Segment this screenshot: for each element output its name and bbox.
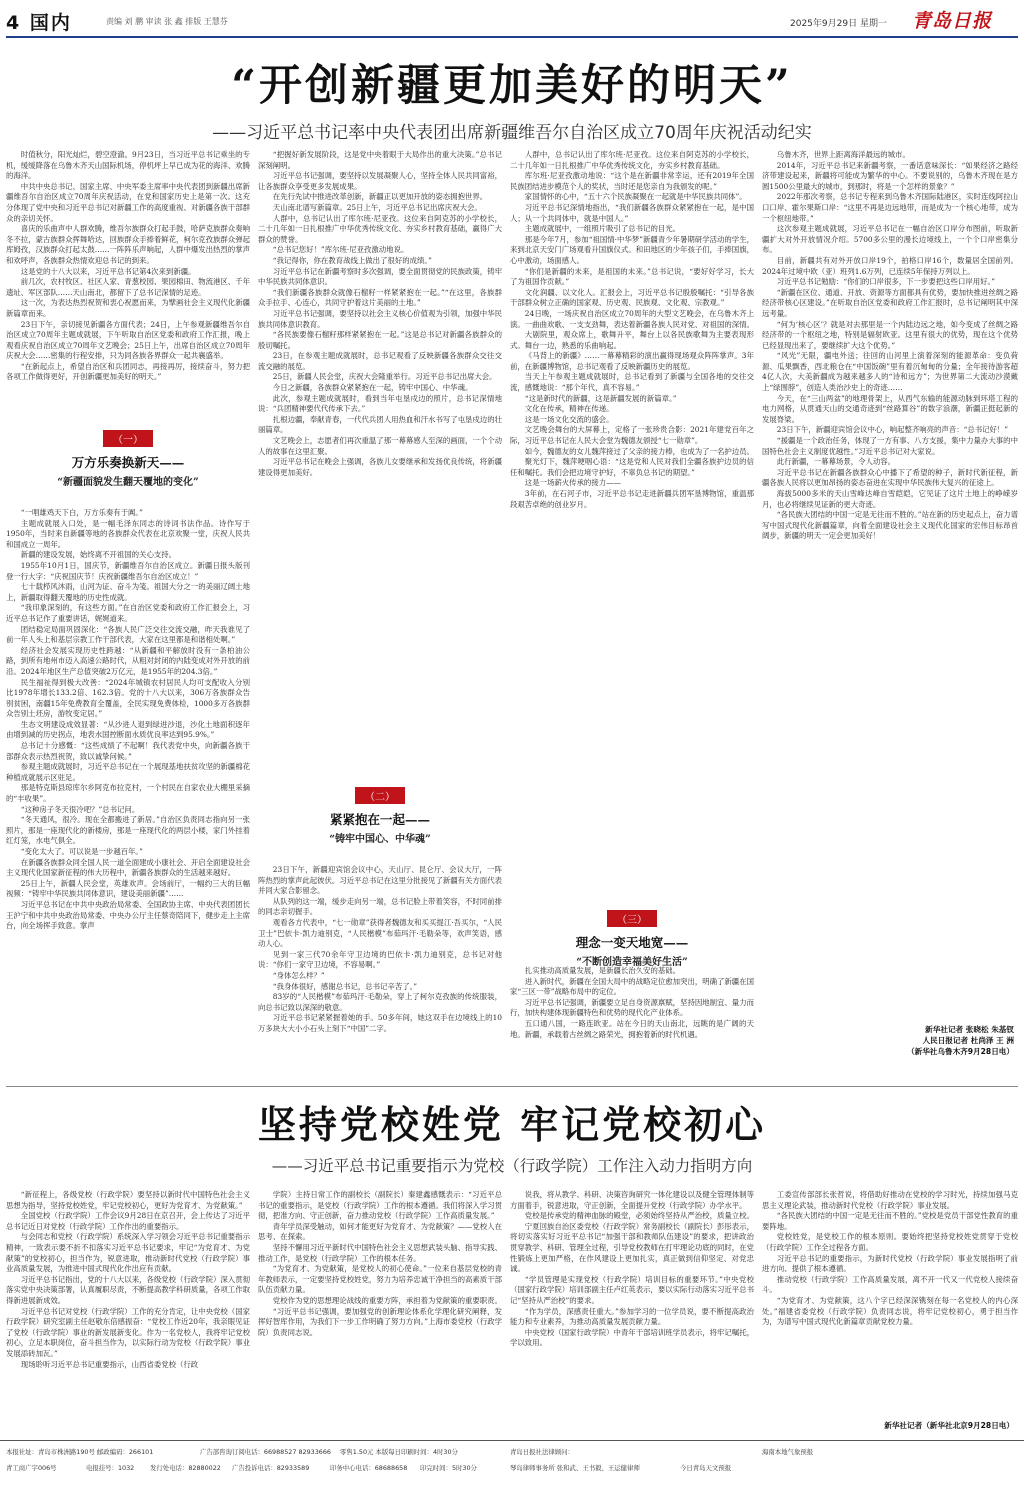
footer-complaint-phone: 广告投诉电话：82933589 [232, 1464, 310, 1472]
paragraph: 这是党的十八大以来，习近平总书记第4次来到新疆。 [20, 266, 196, 276]
paragraph: 习近平总书记在晚会上强调，各族儿女要继承和发扬优良传统，将新疆建设得更加美好。 [258, 457, 502, 477]
paragraph: 习近平总书记在中共中央政治局常委、全国政协主席、中央代表团团长王沪宁和中共中央政治局常委、中央办公厅主任蔡奇陪同下，健步走上主席台，向全场挥手致意。掌声 [6, 899, 250, 931]
article2-col3 [510, 1190, 754, 1434]
paragraph: 习近平总书记的重要指示，为新时代党校（行政学院）事业发展指明了前进方向、提供了根本遵循。 [762, 1253, 1018, 1274]
article2-subtitle: ——习近平总书记重要指示为党校（行政学院）工作注入动力指明方向 [271, 1157, 753, 1175]
section-2-body [258, 865, 502, 1078]
footer-telegraph: 电报挂号：1032 [86, 1464, 135, 1472]
article2-col1 [6, 1190, 250, 1434]
paragraph: 乌鲁木齐，世界上距离海洋最远的城市。 [776, 150, 910, 159]
paragraph: “学员管理是实现党校（行政学院）培训目标的重要环节。”中央党校（国家行政学院）培训部副主任卢红英表示，要以实际行动落实习近平总书记“坚持从严治校”的要求。 [510, 1274, 754, 1305]
paragraph: 那是今年7月，参加“祖国情·中华梦”新疆青少年暑期研学活动的学生，来到北京天安门广场观看升国旗仪式。和田地区的少年孩子们，手捧国旗，心中激动，场面感人。 [510, 234, 754, 265]
paragraph: 党校是传承党的精神血脉的殿堂，必须始终坚持从严治校，质量立校。 [524, 1211, 754, 1221]
footer-print-time: 零售1.50元 本版每日印刷时间：4时30分 [340, 1448, 458, 1456]
paragraph: 生态文明建设成效显著：“从沙进人退到绿进沙退，沙化土地面积逐年由增到减的历史拐点，地表水国控断面水质优良率达到95.9%。” [6, 719, 250, 740]
paragraph: “各民族要像石榴籽那样紧紧抱在一起。”这是总书记对新疆各族群众的殷切嘱托。 [258, 330, 502, 350]
section-3-body [510, 966, 754, 1078]
paragraph: 《马背上的新疆》……一幕幕精彩的演出赢得现场观众阵阵掌声。3年前，在新疆博物馆，总书记观看了反映新疆历史的展览。 [510, 351, 754, 371]
footer-printing-phone: 印务中心电话：68688658 [330, 1464, 408, 1472]
section-subtitle: “新疆面貌发生翻天覆地的变化” [57, 477, 199, 488]
paragraph: 23日下午，新疆迎宾馆会议中心，天山厅、昆仑厅、会议大厅，一阵阵热烈的掌声此起彼伏。习近平总书记在这里分批接见了新疆有关方面代表并同大家合影留念。 [258, 865, 502, 896]
paragraph: 民生福祉得到极大改善：“2024年城镇农村居民人均可支配收入分别比1978年增长133.2倍、162.3倍。党的十八大以来，306万各族群众告别贫困，南疆15年免费教育全覆盖，全民实现免费体检，1000多万各族群众告别土坯房，游牧变定居。” [6, 677, 250, 719]
footer-finish-time: 印完时间：5时30分 [420, 1464, 477, 1472]
paragraph: 习近平总书记对党校（行政学院）工作的充分肯定，让中央党校（国家行政学院）研究室副主任赵敬东倍感振奋：“党校工作近20年，我亲眼见证了党校（行政学院）事业的新发展新变化。作为一名党校人，我将牢记党校初心，立足本职岗位，奋斗担当作为，以实际行动为党校（行政学院）事业发展添砖加瓦。” [6, 1306, 250, 1358]
paragraph: 文化在传承，精神在传递。 [524, 404, 614, 414]
article1-col2 [258, 150, 502, 775]
paragraph: “这是新时代的新疆，这是新疆发展的新篇章。” [524, 393, 677, 403]
section-title: 紧紧抱在一起—— [329, 812, 430, 827]
paragraph: 学院）主持日常工作的副校长（副院长）秦建鑫感慨表示：“习近平总书记的重要指示，是党校（行政学院）工作的根本遵循。我们将深入学习贯彻，把准方向、守正创新，奋力推动党校（行政学院）工作高质量发展。” [258, 1190, 502, 1221]
paragraph: “冬天通风，很冷。现在全都搬进了新居。”自治区负责同志指向另一张照片，那是一座现代化的新楼房，那是一座现代化的两层小楼，家门外挂着红灯笼，水电气俱全。 [6, 815, 250, 846]
paragraph: 这次参观主题成就展，习近平总书记在一幅自治区口岸分布图前，听取新疆扩大对外开放情况介绍。5700多公里的漫长边境线上，一个个口岸密集分布。 [762, 224, 1018, 255]
issue-date: 2025年9月29日 星期一 [790, 19, 887, 29]
article1-subtitle: ——习近平总书记率中央代表团出席新疆维吾尔自治区成立70周年庆祝活动纪实 [212, 123, 812, 143]
paragraph: 扎实推动高质量发展，是新疆长治久安的基础。 [524, 966, 681, 975]
paragraph: 人群中，总书记认出了库尔班·尼亚孜。这位来自阿克苏的小学校长，二十几年如一日扎根推广中华优秀传统文化，夯实乡村教育基础。 [510, 150, 754, 170]
paragraph: 推动党校（行政学院）工作高质量发展，离不开一代又一代党校人接续奋斗。 [762, 1274, 1018, 1295]
article2-byline: 新华社记者（新华社北京9月28日电） [884, 1421, 1014, 1430]
paragraph: 习近平总书记强调，要坚持以发展凝聚人心，坚持全体人民共同富裕，让各族群众享受更多发展成果。 [258, 171, 502, 191]
paragraph: “我印象深刻的，有这些方面。”在自治区党委和政府工作汇报会上，习近平总书记作了重要讲话，娓娓道来。 [6, 603, 250, 623]
paragraph: 团结稳定局面巩固深化：“各族人民广泛交往交流交融，昨天我谁见了前一年人头上和基层宗教工作干部代表，大家在这里都是和谐相处啊。” [6, 624, 250, 645]
paragraph: “新疆在区位、通道、开放、资源等方面都具有优势，要加快推进丝绸之路经济带核心区建设。”在听取自治区党委和政府工作汇报时，总书记阐明其中深远考量。 [762, 287, 1018, 318]
section-title: 万方乐奏换新天—— [71, 455, 185, 470]
paragraph: “我记得你，你在教育战线上做出了很好的成绩。” [272, 255, 432, 265]
paragraph: 进入新时代，新疆在全国大局中的战略定位愈加突出，明确了新疆在国家“三区一带”战略布局中的定位。 [510, 976, 754, 997]
footer-license: 青工商广字006号 [6, 1464, 57, 1472]
paragraph: 党校作为党的思想理论战线的重要方阵，承担着为党献策的重要职责。 [272, 1295, 502, 1305]
paragraph: “总书记您好！”库尔班·尼亚孜激动地说。 [272, 245, 409, 255]
section-title: 理念一变天地宽—— [575, 935, 689, 950]
article1-title: “开创新疆更加美好的明天” [231, 61, 793, 111]
paragraph: “在新起点上，希望自治区和兵团同志，再接再厉，接续奋斗，努力把各项工作做得更好，开创新疆更加美好的明天。” [6, 361, 250, 382]
paragraph: 宁夏回族自治区委党校（行政学院）常务副校长（副院长）彭彤表示，将切实落实好习近平总书记“加强干部和教师队伍建设”的要求，把讲政治贯穿教学、科研、管理全过程，引导党校教师在打牢理论功底的同时，在党性锻炼上更加严格，在作风建设上更加扎实，真正做到信仰坚定、对党忠诚。 [510, 1221, 754, 1274]
paragraph: 习近平总书记强调，新疆要立足自身资源禀赋，坚持因地制宜、量力而行，加快构建体现新疆特色和优势的现代化产业体系。 [510, 997, 754, 1018]
article-divider [6, 1086, 1018, 1087]
paragraph: 今天，在“三山两盆”的地理骨架上，从西气东输的能源动脉到环塔工程的电力网格，从贯通天山的交通奇迹到“丝路算谷”的数字浪潮，新疆正挺起新的发展脊梁。 [762, 393, 1018, 424]
paragraph: 大剧院里，观众席上，歌舞升平，舞台上以各民族歌舞为主要表现形式。舞台一边，熟悉的乐曲响起。 [510, 330, 754, 350]
footer-astronomy: 今日青岛天文预报 [680, 1464, 732, 1472]
paragraph: 库尔班·尼亚孜激动地说：“这个是在新疆非常幸运，还有2019年全国民族团结进步模范个人的奖状，当时还是您亲自为我颁发的呢。” [510, 171, 754, 191]
paragraph: “我们新疆各族群众就像石榴籽一样紧紧抱在一起。”“在这里，各族群众手拉手、心连心，共同守护着这片美丽的土地。” [258, 287, 502, 308]
article1-col4 [762, 150, 1018, 1018]
paragraph: 观看各方代表中，“七一勋章”获得者魏德友和买买提江·吾买尔，“人民卫士”巴依卡·凯力迪别克，“人民楷模”布茹玛汗·毛勒朵等，欢声笑语，感动人心。 [258, 917, 502, 949]
paragraph: “为党育才、为党献策，是党校人的初心使命。”一位来自基层党校的青年教师表示，一定要坚持党校姓党，努力为培养忠诚干净担当的高素质干部队伍贡献力量。 [258, 1264, 502, 1295]
paragraph: 习近平总书记勉励：“你们的口岸很多，下一步要把这些口岸用好。” [776, 277, 995, 287]
paragraph: 此次，参观主题成就展时，看到当年屯垦戍边的照片，总书记深情地说：“兵团精神要代代传承下去。” [258, 393, 502, 414]
paragraph: 经济社会发展实现历史性跨越：“从新疆和平解放时没有一条柏油公路，到所有地州市迈入高速公路时代，从粗对封闭的内陆变成对外开放的前沿。2024年地区生产总值突破2万亿元，是1955年的204.3倍。” [6, 645, 250, 676]
section-1-body [6, 508, 250, 1078]
paragraph: “身体怎么样？” [272, 970, 325, 980]
footer-law-firm: 琴岛律师事务所 张和武、王书毅、王运健律师 [510, 1464, 640, 1472]
footer-legal-counsel: 青岛日报社法律顾问： [510, 1448, 574, 1456]
paragraph: 新疆的建设发展，始终离不开祖国的关心支持。 [20, 550, 177, 560]
article1-intro [6, 150, 250, 420]
footer-distribution-phone: 发行处电话：82880022 [150, 1464, 221, 1472]
paragraph: 习近平总书记在新疆各族群众心中播下了希望的种子，新时代新征程，新疆各族人民将以更加昂扬的姿态奋进在实现中华民族伟大复兴的征途上。 [762, 467, 1018, 488]
paragraph: “各民族大团结的中国一定是无往而不胜的。”站在新的历史起点上，奋力谱写中国式现代化新疆篇章，向着全面建设社会主义现代化国家的宏伟目标昂首阔步，新疆的明天一定会更加美好！ [762, 510, 1018, 541]
section-1-heading [6, 428, 250, 488]
paragraph: “这种房子冬天很冷吧？”总书记问。 [20, 804, 140, 814]
paragraph: 文艺晚会上，志愿者们再次重温了那一幕幕感人至深的画面，一个个动人的故事在这里汇聚。 [258, 436, 502, 456]
section-3-heading [510, 908, 754, 968]
paragraph: 海拔5000多米的天山雪峰达峰自雪皑皑，它见证了这片土地上的峥嵘岁月，也必将继续见证新的更大奇迹。 [762, 489, 1018, 509]
paragraph: 3年前，在石河子市，习近平总书记走进新疆兵团军垦博物馆，重温那段艰苦卓绝的创业岁月。 [510, 489, 754, 509]
paragraph: 在先行先试中推进改革创新，新疆正以更加开放的姿态拥抱世界。 [272, 192, 488, 202]
paragraph: 23日下午，新疆迎宾馆会议中心，响起整齐响亮的声音：“总书记好！” [776, 425, 1009, 435]
paragraph: 主题成就展中，一组照片吸引了总书记的目光。 [524, 224, 681, 234]
paragraph: 七十载栉风沐雨，山河为证、奋斗为笺。祖国大分之一的美丽辽阔土地上，新疆取得翻天覆地的历史性成就。 [6, 582, 250, 602]
paragraph: 全国党校（行政学院）工作会议9月28日在京召开，会上传达了习近平总书记近日对党校（行政学院）工作作出的重要指示。 [6, 1211, 250, 1231]
paragraph: 25日上午，新疆人民会堂，英雄欢声。会场前厅，一幅约三大的巨幅视频：“铸牢中华民族共同体意识，建设美丽新疆”…… [6, 878, 250, 899]
paragraph: 五口通八国，一路连欧亚。站在今日的天山南北，远眺的是广阔的天地。新疆，承载着古丝绸之路荣光，拥抱着新的时代机遇。 [510, 1018, 754, 1039]
paragraph: 中央党校（国家行政学院）中青年干部培训班学员表示，将牢记嘱托，学以致用。 [510, 1327, 754, 1348]
byline-line: （新华社乌鲁木齐9月28日电） [907, 1047, 1014, 1056]
paragraph: 目前，新疆共有对外开放口岸19个，拍格口岸16个，数量居全国前列。2024年过境中欧（亚）班列1.6万列，已连续5年保持万列以上。 [762, 255, 1018, 276]
article1-col3 [510, 150, 754, 902]
paragraph: 如今，魏德友的女儿魏萍接过了父亲的接力棒，也成为了一名护边员。 [524, 446, 754, 456]
paragraph: 总书记十分感慨：“这些成绩了不起啊！我代表党中央，向新疆各族干部群众表示热烈祝贺，致以诚挚问候。” [6, 741, 250, 761]
paragraph: “援疆是一个政治任务，体现了一方有事、八方支援，集中力量办大事的中国特色社会主义制度优越性。”习近平总书记对大家说。 [762, 436, 1018, 456]
paragraph: 工委宣传部部长张哲说，将借助好推动在党校的学习时光，持续加强马克思主义理论武装，推动新时代党校（行政学院）事业发展。 [762, 1190, 1018, 1210]
editor-credits: 责编 刘 鹏 审读 张 鑫 排版 王慧芬 [106, 17, 228, 26]
newspaper-logo: 青岛日报 [912, 10, 993, 32]
paragraph: 23日下午，亲切接见新疆各方面代表；24日，上午参观新疆维吾尔自治区成立70周年主题成就展，下午听取自治区党委和政府工作汇报，晚上观看庆祝自治区成立70周年文艺晚会；25日上午，出席自治区成立70周年庆祝大会……密集的行程安排，只为同各族各界群众一起共襄盛举。 [6, 319, 250, 361]
paragraph: 23日，在参观主题成就展时，总书记观看了反映新疆各族群众交往交流交融的展览。 [258, 351, 502, 371]
paragraph: 这是一场文化交流的盛会。 [524, 414, 614, 424]
paragraph: 聚光灯下，魏萍哽咽心语：“这是党和人民对我们全疆各族护边员的信任和嘱托。我们会把边境守护好，不辜负总书记的期望。” [510, 457, 754, 477]
paragraph: “我身体很好，感谢总书记，总书记辛苦了。” [272, 981, 418, 991]
paragraph: 25日，新疆人民会堂，庆祝大会隆重举行。习近平总书记出席大会。 [272, 372, 497, 382]
paragraph: 这一次，为表达热烈祝贺和衷心祝愿而来，为擘画社会主义现代化新疆新篇章而来。 [6, 298, 250, 318]
paragraph: 今日之新疆，各族群众紧紧抱在一起，铸牢中国心、中华魂。 [272, 383, 473, 393]
paragraph: 在新疆各族群众同全国人民一道全面建成小康社会、开启全面建设社会主义现代化国家新征程的伟大历程中，新疆各族群众的生活越来越好。 [6, 857, 250, 878]
byline-line: 新华社记者 张晓松 朱基钗 [925, 1025, 1014, 1034]
paragraph: “新征程上，各级党校（行政学院）要坚持以新时代中国特色社会主义思想为指导，坚持党校姓党，牢记党校初心，更好为党育才、为党献策。” [6, 1190, 250, 1210]
footer-weather: 海南本地气象预报 [762, 1448, 814, 1456]
page-number: 4 国内 [6, 12, 72, 34]
footer-ad-phone: 广告部咨询订阅电话：66988527 82933666 [200, 1448, 331, 1456]
paragraph: 人群中，总书记认出了库尔班·尼亚孜。这位来自阿克苏的小学校长，二十几年如一日扎根推广中华优秀传统文化、夯实乡村教育基础，赢得广大群众的赞誉。 [258, 213, 502, 244]
section-number: （三） [607, 910, 657, 927]
paragraph: 2014年，习近平总书记来新疆考察，一番话意味深长：“如果经济之路经济带建设起来，新疆将可能成为繁华的中心。不要说别的，乌鲁木齐现在是方圆1500公里最大的城市，到那时，将是一个怎样的景象？” [762, 160, 1018, 191]
paragraph: 文艺晚会舞台的大屏幕上，定格了一张珍贵合影：2021年建党百年之际，习近平总书记在人民大会堂为魏德友颁授“七一勋章”。 [510, 425, 754, 446]
paragraph: 青年学员深受触动，如何才能更好为党育才、为党献策？——党校人在思考、在探索。 [258, 1221, 502, 1242]
section-2-heading [258, 785, 502, 845]
page-footer [0, 1440, 1024, 1486]
page-header [0, 0, 1024, 40]
article2-col4 [762, 1190, 1018, 1416]
paragraph: 前几次，农村牧区、社区人家、青葱校园、果园棉田、物流港区、千年遗址、军区部队……天山南北，都留下了总书记深情的足迹。 [6, 277, 250, 297]
paragraph: 习近平总书记在新疆考察时多次强调，要全面贯彻党的民族政策，铸牢中华民族共同体意识。 [258, 266, 502, 287]
paragraph: 中共中央总书记、国家主席、中央军委主席率中央代表团到新疆出席新疆维吾尔自治区成立70周年庆祝活动，在党和国家历史上是第一次。这充分体现了党中央和习近平总书记对新疆工作的高度重视、对新疆各族干部群众的亲切关怀。 [6, 181, 250, 223]
paragraph: 习近平总书记强调，要坚持以社会主义核心价值观为引领，加强中华民族共同体意识教育。 [258, 308, 502, 329]
paragraph: 24日晚，一场庆祝自治区成立70周年的大型文艺晚会，在乌鲁木齐上演。一曲曲欢歌、一支支劲舞，表达着新疆各族人民对党、对祖国的深情。 [510, 308, 754, 329]
article2-col2 [258, 1190, 502, 1434]
paragraph: 时值秋分，阳光灿烂，碧空澄澈。9月23日，当习近平总书记乘坐的专机，缓缓降落在乌鲁木齐天山国际机场，停机坪上早已成为花的海洋、欢腾的海洋。 [6, 150, 250, 181]
paragraph: “一唱雄鸡天下白，万方乐奏有于阗。” [20, 508, 143, 517]
paragraph: 家国情怀的心中，“五十六个民族凝聚在一起就是中华民族共同体”。 [524, 192, 747, 202]
paragraph: 从队列的这一端，缓步走向另一端，总书记脸上带着笑容，不时同前排的同志亲切握手。 [258, 896, 502, 917]
paragraph: “把握好新发展阶段，这是党中央着眼于大局作出的重大决策。”总书记深刻阐明。 [258, 150, 502, 170]
paragraph: “变化太大了。可以说是一步越百年。” [20, 847, 143, 856]
paragraph: 文化润疆、以文化人。汇报会上，习近平总书记殷殷嘱托：“引导各族干部群众树立正确的国家观、历史观、民族观、文化观、宗教观。” [510, 287, 754, 308]
paragraph: 坚持不懈用习近平新时代中国特色社会主义思想武装头脑、指导实践、推动工作，是党校（行政学院）工作的根本任务。 [258, 1242, 502, 1263]
paragraph: “各民族大团结的中国一定是无往而不胜的。”党校是党员干部党性教育的重要阵地。 [762, 1211, 1018, 1231]
byline-line: 人民日报记者 杜尚泽 王 洲 [922, 1036, 1014, 1045]
paragraph: 那是特克斯县琼库尔乡阿克布拉克村，一个村民在自家农业大棚里采摘的“丰收果”。 [6, 783, 250, 804]
paragraph: 此行新疆，一幕幕场景，令人动容。 [776, 457, 896, 467]
paragraph: “为党育才、为党献策，这八个字已经深深镌刻在每一名党校人的内心深处。”福建省委党校（行政学院）负责同志说，将牢记党校初心，勇于担当作为，为谱写中国式现代化新篇章贡献党校力量。 [762, 1295, 1018, 1327]
header-rule [6, 36, 1018, 38]
paragraph: 习近平总书记深情地指出，“我们新疆各族群众紧紧抱在一起，是中国人；从一个共同体中，就是中国人。” [510, 202, 754, 223]
section-subtitle: “铸牢中国心、中华魂” [329, 834, 431, 845]
section-number: （一） [103, 430, 153, 447]
paragraph: 习近平总书记指出，党的十八大以来，各级党校（行政学院）深入贯彻落实党中央决策部署，认真履职尽责，不断提高教学科研质量，各项工作取得新进展新成效。 [6, 1274, 250, 1305]
paragraph: 这是一场薪火传承的接力—— [524, 478, 621, 488]
paragraph: “你们是新疆的未来，是祖国的未来。”总书记说，“要好好学习，长大了为祖国作贡献。” [510, 266, 754, 287]
paragraph: “习近平总书记强调，要加强党的创新理论体系化学理化研究阐释，发挥好智库作用，为我们下一步工作明确了努力方向。”上海市委党校（行政学院）负责同志说。 [258, 1306, 502, 1337]
paragraph: 2022年那次考察，总书记专程来到乌鲁木齐国际陆港区，实时连线阿拉山口口岸、霍尔果斯口岸：“这里不再是边远地带，而是成为一个核心地带，成为一个枢纽地带。” [762, 192, 1018, 223]
paragraph: 见到一家三代70余年守卫边境的巴依卡·凯力迪别克，总书记对他说：“你们一家守卫边境，不容易啊。” [258, 949, 502, 970]
section-number: （二） [355, 787, 405, 804]
paragraph: 天山南北谱写新篇章。25日上午，习近平总书记出席庆祝大会。 [272, 202, 482, 212]
paragraph: 1955年10月1日，国庆节，新疆维吾尔自治区成立。新疆日报头版刊登一行大字：“庆祝国庆节！庆祝新疆维吾尔自治区成立！” [6, 560, 250, 581]
paragraph: 现场聆听习近平总书记重要指示，山西省委党校（行政 [20, 1359, 199, 1369]
paragraph: 党校姓党，是党校工作的根本原则。要始终把坚持党校姓党贯穿于党校（行政学院）工作全过程各方面。 [762, 1232, 1018, 1252]
paragraph: 参观主题成就展时，习近平总书记在一个展现基地扶贫攻坚的新疆棉花种植成就展示区驻足。 [6, 762, 250, 782]
paragraph: “何为‘核心区’？就是对去那里是一个内陆边远之地，如今变成了丝绸之路经济带的一个枢纽之地，特别是辐射欧亚。这里有很大的优势，现在这个优势已经显现出来了，要继续扩大这个优势。” [762, 319, 1018, 350]
paragraph: 扎根边疆，奉献青春，一代代兵团人用热血和汗水书写了屯垦戍边的壮丽篇章。 [258, 414, 502, 435]
article2-title: 坚持党校姓党 牢记党校初心 [257, 1102, 767, 1147]
paragraph: 说我，将从教学、科研、决策咨询研究一体化建设以及健全管理体制等方面着手，锐意进取，守正创新，全面提升党校（行政学院）办学水平。 [510, 1190, 754, 1210]
paragraph: 与会同志和党校（行政学院）系统深入学习领会习近平总书记重要指示精神，一致表示要不折不扣落实习近平总书记要求，牢记“为党育才、为党献策”的党校初心，担当作为，锐意进取，推动新时代党校（行政学院）事业高质量发展，为推进中国式现代化作出应有贡献。 [6, 1232, 250, 1274]
footer-address: 本报社址：青岛市株洲路190号 邮政编码：266101 [6, 1448, 154, 1456]
paragraph: 习近平总书记紧紧握着她的手。50多年间，她这双手在边境线上的10万多块大大小小石头上刻下“中国”二字。 [258, 1013, 502, 1033]
paragraph: 喜庆的乐曲声中人群欢腾，维吾尔族群众打起手鼓，哈萨克族群众奏响冬不拉，蒙古族群众挥舞哈达，回族群众手捧着鲜花，柯尔克孜族群众弹起库姆孜，汉族群众打起太鼓……一阵阵乐声响起，人群中爆发出热烈的掌声和欢呼声，各族群众热情欢迎总书记的到来。 [6, 224, 250, 265]
paragraph: 当天上午参观主题成就展时，总书记看到了新疆与全国各地的交往交流，感慨地说：“那个年代，真不容易。” [510, 372, 754, 393]
section-subtitle: “不断创造幸福美好生活” [576, 957, 688, 968]
article1-byline [762, 1024, 1014, 1057]
paragraph: 83岁的“人民楷模”布茹玛汗·毛勒朵，穿上了柯尔克孜族的传统服装，向总书记致以深深的敬意。 [258, 992, 502, 1012]
paragraph: 主题成就展入口处，是一幅毛泽东同志的诗词书法作品。诗作写于1950年，当时来自新疆等地的各族群众代表在北京欢聚一堂，庆祝人民共和国成立一周年。 [6, 518, 250, 549]
paragraph: “风光”无限，疆电外送；往回的山河里上演着深刻的能源革命：变负荷源、瓜果飘香，西北粮仓在“中国饭碗”里有着沉甸甸的分量；全年接待游客超4亿人次，大美新疆成为越来越多人的“诗和远方”；为世界第二大流动沙漠戴上“绿围脖”，创造人类治沙史上的奇迹…… [762, 351, 1018, 393]
paragraph: “作为学员，深感责任重大。”参加学习的一位学员说，要不断提高政治能力和专业素养，为推动高质量发展贡献力量。 [510, 1306, 754, 1327]
